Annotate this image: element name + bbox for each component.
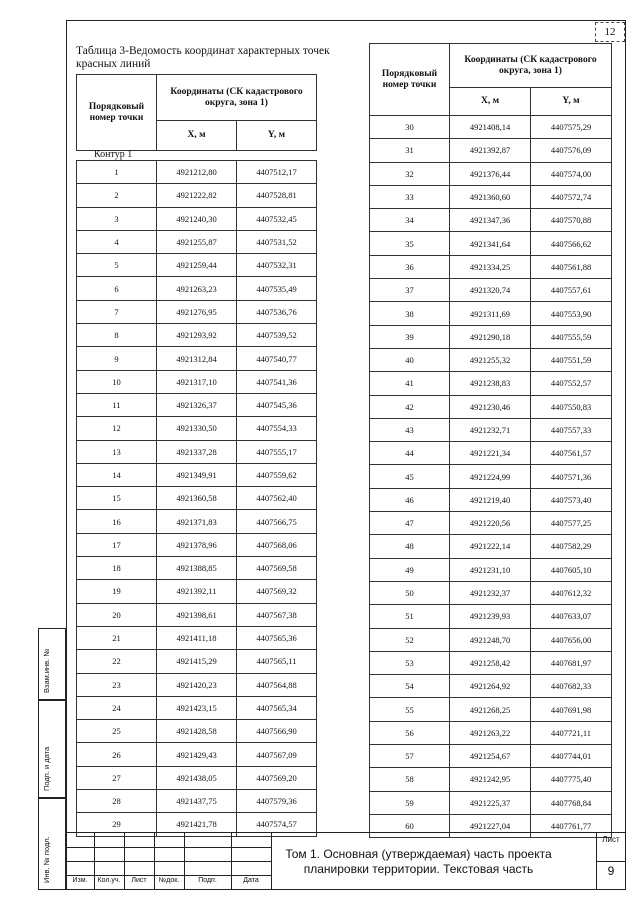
x-coordinate-cell: 4921242,95 (450, 768, 531, 791)
point-number-cell: 26 (77, 743, 157, 766)
point-number-cell: 53 (370, 651, 450, 674)
point-number-cell: 34 (370, 209, 450, 232)
x-coordinate-cell: 4921248,70 (450, 628, 531, 651)
x-coordinate-cell: 4921227,04 (450, 814, 531, 837)
stamp-col-change: Изм. (72, 877, 88, 884)
table-row (370, 768, 612, 791)
y-coordinate-cell: 4407681,97 (531, 651, 612, 674)
header-coordinates: Координаты (СК кадастрового округа, зона 1) (157, 75, 317, 121)
point-number-cell: 27 (77, 766, 157, 789)
side-box-sign-date (38, 700, 66, 798)
coordinates-table-left-body (76, 160, 317, 837)
x-coordinate-cell: 4921423,15 (157, 696, 237, 719)
table-row (77, 557, 317, 580)
side-label-inv-original: Инв. № подл. (42, 836, 51, 883)
point-number-cell: 21 (77, 626, 157, 649)
table-row (77, 207, 317, 230)
header-x: X, м (450, 88, 531, 116)
x-coordinate-cell: 4921219,40 (450, 488, 531, 511)
table-row (77, 487, 317, 510)
table-row (77, 440, 317, 463)
point-number-cell: 10 (77, 370, 157, 393)
x-coordinate-cell: 4921222,14 (450, 535, 531, 558)
point-number-cell: 11 (77, 393, 157, 416)
x-coordinate-cell: 4921349,91 (157, 463, 237, 486)
header-point-number: Порядковый номер точки (77, 75, 157, 151)
point-number-cell: 49 (370, 558, 450, 581)
x-coordinate-cell: 4921290,18 (450, 325, 531, 348)
x-coordinate-cell: 4921341,64 (450, 232, 531, 255)
point-number-cell: 13 (77, 440, 157, 463)
table-row (77, 300, 317, 323)
side-box-inv-original (38, 798, 66, 890)
point-number-cell: 14 (77, 463, 157, 486)
table-row (77, 650, 317, 673)
x-coordinate-cell: 4921263,22 (450, 721, 531, 744)
y-coordinate-cell: 4407539,52 (237, 324, 317, 347)
table-row (370, 791, 612, 814)
stamp-col-doc: №док. (158, 877, 180, 884)
y-coordinate-cell: 4407554,33 (237, 417, 317, 440)
point-number-cell: 46 (370, 488, 450, 511)
table-row (77, 463, 317, 486)
y-coordinate-cell: 4407555,17 (237, 440, 317, 463)
point-number-cell: 57 (370, 745, 450, 768)
sheet-label: Лист (602, 835, 620, 844)
y-coordinate-cell: 4407532,45 (237, 207, 317, 230)
point-number-cell: 55 (370, 698, 450, 721)
table-row (77, 603, 317, 626)
point-number-cell: 36 (370, 255, 450, 278)
y-coordinate-cell: 4407532,31 (237, 254, 317, 277)
point-number-cell: 45 (370, 465, 450, 488)
x-coordinate-cell: 4921326,37 (157, 393, 237, 416)
x-coordinate-cell: 4921263,23 (157, 277, 237, 300)
y-coordinate-cell: 4407575,29 (531, 116, 612, 139)
table-row (77, 580, 317, 603)
x-coordinate-cell: 4921238,83 (450, 372, 531, 395)
y-coordinate-cell: 4407768,84 (531, 791, 612, 814)
y-coordinate-cell: 4407572,74 (531, 185, 612, 208)
point-number-cell: 51 (370, 605, 450, 628)
point-number-cell: 54 (370, 675, 450, 698)
x-coordinate-cell: 4921429,43 (157, 743, 237, 766)
x-coordinate-cell: 4921255,32 (450, 348, 531, 371)
x-coordinate-cell: 4921398,61 (157, 603, 237, 626)
x-coordinate-cell: 4921411,18 (157, 626, 237, 649)
y-coordinate-cell: 4407551,59 (531, 348, 612, 371)
table-row (77, 370, 317, 393)
x-coordinate-cell: 4921317,10 (157, 370, 237, 393)
point-number-cell: 37 (370, 279, 450, 302)
point-number-cell: 41 (370, 372, 450, 395)
point-number-cell: 15 (77, 487, 157, 510)
x-coordinate-cell: 4921255,87 (157, 230, 237, 253)
x-coordinate-cell: 4921240,30 (157, 207, 237, 230)
point-number-cell: 24 (77, 696, 157, 719)
y-coordinate-cell: 4407579,36 (237, 790, 317, 813)
table-row (77, 324, 317, 347)
y-coordinate-cell: 4407569,58 (237, 557, 317, 580)
table-row (77, 673, 317, 696)
point-number-cell: 48 (370, 535, 450, 558)
table-row (370, 348, 612, 371)
y-coordinate-cell: 4407570,88 (531, 209, 612, 232)
y-coordinate-cell: 4407557,33 (531, 418, 612, 441)
x-coordinate-cell: 4921259,44 (157, 254, 237, 277)
table-row (370, 721, 612, 744)
y-coordinate-cell: 4407567,38 (237, 603, 317, 626)
y-coordinate-cell: 4407528,81 (237, 184, 317, 207)
y-coordinate-cell: 4407568,06 (237, 533, 317, 556)
x-coordinate-cell: 4921225,37 (450, 791, 531, 814)
table-row (77, 790, 317, 813)
stamp-col-sign: Подп. (198, 877, 217, 884)
y-coordinate-cell: 4407565,36 (237, 626, 317, 649)
header-y: Y, м (531, 88, 612, 116)
x-coordinate-cell: 4921437,75 (157, 790, 237, 813)
table-row (370, 325, 612, 348)
stamp-col-count: Кол.уч. (97, 877, 121, 884)
table-row (370, 255, 612, 278)
page-number: 12 (595, 22, 625, 42)
y-coordinate-cell: 4407573,40 (531, 488, 612, 511)
y-coordinate-cell: 4407512,17 (237, 161, 317, 184)
point-number-cell: 5 (77, 254, 157, 277)
table-row (77, 743, 317, 766)
x-coordinate-cell: 4921376,44 (450, 162, 531, 185)
stamp-col-sheet: Лист (131, 877, 147, 884)
side-label-replace-inv: Взам.инв. № (42, 648, 51, 693)
x-coordinate-cell: 4921360,60 (450, 185, 531, 208)
x-coordinate-cell: 4921268,25 (450, 698, 531, 721)
point-number-cell: 38 (370, 302, 450, 325)
x-coordinate-cell: 4921347,36 (450, 209, 531, 232)
point-number-cell: 28 (77, 790, 157, 813)
point-number-cell: 33 (370, 185, 450, 208)
point-number-cell: 12 (77, 417, 157, 440)
table-row (370, 698, 612, 721)
table-row (370, 512, 612, 535)
x-coordinate-cell: 4921239,93 (450, 605, 531, 628)
table-row (77, 533, 317, 556)
header-point-number: Порядковый номер точки (370, 44, 450, 116)
y-coordinate-cell: 4407564,88 (237, 673, 317, 696)
table-row (370, 209, 612, 232)
point-number-cell: 4 (77, 230, 157, 253)
table-row (77, 510, 317, 533)
y-coordinate-cell: 4407545,36 (237, 393, 317, 416)
point-number-cell: 9 (77, 347, 157, 370)
point-number-cell: 43 (370, 418, 450, 441)
x-coordinate-cell: 4921388,85 (157, 557, 237, 580)
y-coordinate-cell: 4407744,01 (531, 745, 612, 768)
table-row (370, 558, 612, 581)
x-coordinate-cell: 4921337,28 (157, 440, 237, 463)
point-number-cell: 16 (77, 510, 157, 533)
y-coordinate-cell: 4407561,88 (531, 255, 612, 278)
x-coordinate-cell: 4921438,05 (157, 766, 237, 789)
x-coordinate-cell: 4921230,46 (450, 395, 531, 418)
x-coordinate-cell: 4921212,80 (157, 161, 237, 184)
table-row (370, 185, 612, 208)
point-number-cell: 17 (77, 533, 157, 556)
point-number-cell: 8 (77, 324, 157, 347)
table-row (370, 232, 612, 255)
y-coordinate-cell: 4407552,57 (531, 372, 612, 395)
table-caption: Таблица 3-Ведомость координат характерных точек красных линий (76, 45, 330, 70)
point-number-cell: 25 (77, 720, 157, 743)
x-coordinate-cell: 4921378,96 (157, 533, 237, 556)
x-coordinate-cell: 4921231,10 (450, 558, 531, 581)
y-coordinate-cell: 4407557,61 (531, 279, 612, 302)
x-coordinate-cell: 4921258,42 (450, 651, 531, 674)
contour-label: Контур 1 (94, 149, 133, 160)
sheet-number: 9 (607, 864, 615, 878)
point-number-cell: 18 (77, 557, 157, 580)
coordinates-table-right (369, 43, 612, 838)
x-coordinate-cell: 4921415,29 (157, 650, 237, 673)
y-coordinate-cell: 4407569,32 (237, 580, 317, 603)
document-title: Том 1. Основная (утверждаемая) часть проекта планировки территории. Текстовая часть (285, 847, 552, 876)
table-row (77, 720, 317, 743)
x-coordinate-cell: 4921312,84 (157, 347, 237, 370)
x-coordinate-cell: 4921421,78 (157, 813, 237, 836)
point-number-cell: 19 (77, 580, 157, 603)
x-coordinate-cell: 4921276,95 (157, 300, 237, 323)
x-coordinate-cell: 4921408,14 (450, 116, 531, 139)
table-row (77, 184, 317, 207)
x-coordinate-cell: 4921392,11 (157, 580, 237, 603)
table-row (77, 417, 317, 440)
point-number-cell: 20 (77, 603, 157, 626)
y-coordinate-cell: 4407566,62 (531, 232, 612, 255)
header-y: Y, м (237, 121, 317, 151)
y-coordinate-cell: 4407656,00 (531, 628, 612, 651)
table-row (370, 418, 612, 441)
point-number-cell: 30 (370, 116, 450, 139)
table-row (77, 254, 317, 277)
y-coordinate-cell: 4407574,57 (237, 813, 317, 836)
table-row (370, 628, 612, 651)
y-coordinate-cell: 4407540,77 (237, 347, 317, 370)
y-coordinate-cell: 4407561,57 (531, 442, 612, 465)
side-label-sign-date: Подп. и дата (42, 746, 51, 791)
y-coordinate-cell: 4407541,36 (237, 370, 317, 393)
table-row (77, 347, 317, 370)
table-row (370, 465, 612, 488)
y-coordinate-cell: 4407721,11 (531, 721, 612, 744)
y-coordinate-cell: 4407605,10 (531, 558, 612, 581)
point-number-cell: 35 (370, 232, 450, 255)
point-number-cell: 52 (370, 628, 450, 651)
y-coordinate-cell: 4407559,62 (237, 463, 317, 486)
table-row (370, 488, 612, 511)
point-number-cell: 22 (77, 650, 157, 673)
table-row (77, 766, 317, 789)
table-row (77, 393, 317, 416)
point-number-cell: 47 (370, 512, 450, 535)
title-block (66, 832, 626, 890)
point-number-cell: 50 (370, 581, 450, 604)
y-coordinate-cell: 4407576,09 (531, 139, 612, 162)
table-row (370, 302, 612, 325)
x-coordinate-cell: 4921264,92 (450, 675, 531, 698)
point-number-cell: 32 (370, 162, 450, 185)
x-coordinate-cell: 4921334,25 (450, 255, 531, 278)
x-coordinate-cell: 4921224,99 (450, 465, 531, 488)
point-number-cell: 6 (77, 277, 157, 300)
table-row (370, 139, 612, 162)
table-row (370, 442, 612, 465)
y-coordinate-cell: 4407571,36 (531, 465, 612, 488)
table-row (370, 395, 612, 418)
x-coordinate-cell: 4921293,92 (157, 324, 237, 347)
y-coordinate-cell: 4407574,00 (531, 162, 612, 185)
point-number-cell: 1 (77, 161, 157, 184)
y-coordinate-cell: 4407682,33 (531, 675, 612, 698)
x-coordinate-cell: 4921428,58 (157, 720, 237, 743)
point-number-cell: 2 (77, 184, 157, 207)
point-number-cell: 29 (77, 813, 157, 836)
table-row (370, 372, 612, 395)
point-number-cell: 60 (370, 814, 450, 837)
point-number-cell: 59 (370, 791, 450, 814)
point-number-cell: 39 (370, 325, 450, 348)
table-row (370, 116, 612, 139)
y-coordinate-cell: 4407566,90 (237, 720, 317, 743)
header-x: X, м (157, 121, 237, 151)
table-row (370, 279, 612, 302)
x-coordinate-cell: 4921222,82 (157, 184, 237, 207)
table-row (77, 230, 317, 253)
x-coordinate-cell: 4921330,50 (157, 417, 237, 440)
y-coordinate-cell: 4407565,11 (237, 650, 317, 673)
x-coordinate-cell: 4921232,71 (450, 418, 531, 441)
point-number-cell: 3 (77, 207, 157, 230)
table-row (370, 605, 612, 628)
y-coordinate-cell: 4407569,20 (237, 766, 317, 789)
y-coordinate-cell: 4407577,25 (531, 512, 612, 535)
x-coordinate-cell: 4921420,23 (157, 673, 237, 696)
y-coordinate-cell: 4407565,34 (237, 696, 317, 719)
table-row (370, 162, 612, 185)
x-coordinate-cell: 4921392,87 (450, 139, 531, 162)
table-row (370, 651, 612, 674)
table-row (370, 581, 612, 604)
table-row (370, 745, 612, 768)
point-number-cell: 42 (370, 395, 450, 418)
x-coordinate-cell: 4921232,37 (450, 581, 531, 604)
table-row (370, 535, 612, 558)
y-coordinate-cell: 4407761,77 (531, 814, 612, 837)
point-number-cell: 56 (370, 721, 450, 744)
y-coordinate-cell: 4407566,75 (237, 510, 317, 533)
x-coordinate-cell: 4921221,34 (450, 442, 531, 465)
point-number-cell: 44 (370, 442, 450, 465)
y-coordinate-cell: 4407582,29 (531, 535, 612, 558)
table-row (77, 161, 317, 184)
y-coordinate-cell: 4407555,59 (531, 325, 612, 348)
table-row (77, 626, 317, 649)
point-number-cell: 7 (77, 300, 157, 323)
y-coordinate-cell: 4407550,83 (531, 395, 612, 418)
x-coordinate-cell: 4921371,83 (157, 510, 237, 533)
side-box-replace-inv (38, 628, 66, 700)
point-number-cell: 58 (370, 768, 450, 791)
point-number-cell: 23 (77, 673, 157, 696)
y-coordinate-cell: 4407691,98 (531, 698, 612, 721)
y-coordinate-cell: 4407562,40 (237, 487, 317, 510)
table-row (77, 277, 317, 300)
y-coordinate-cell: 4407567,09 (237, 743, 317, 766)
x-coordinate-cell: 4921320,74 (450, 279, 531, 302)
y-coordinate-cell: 4407536,76 (237, 300, 317, 323)
x-coordinate-cell: 4921360,58 (157, 487, 237, 510)
y-coordinate-cell: 4407553,90 (531, 302, 612, 325)
table-row (370, 675, 612, 698)
coordinates-table-left (76, 74, 317, 151)
table-row (77, 696, 317, 719)
x-coordinate-cell: 4921220,56 (450, 512, 531, 535)
y-coordinate-cell: 4407612,32 (531, 581, 612, 604)
point-number-cell: 31 (370, 139, 450, 162)
x-coordinate-cell: 4921311,69 (450, 302, 531, 325)
point-number-cell: 40 (370, 348, 450, 371)
header-coordinates: Координаты (СК кадастрового округа, зона 1) (450, 44, 612, 88)
x-coordinate-cell: 4921254,67 (450, 745, 531, 768)
y-coordinate-cell: 4407535,49 (237, 277, 317, 300)
y-coordinate-cell: 4407531,52 (237, 230, 317, 253)
y-coordinate-cell: 4407775,40 (531, 768, 612, 791)
y-coordinate-cell: 4407633,07 (531, 605, 612, 628)
stamp-col-date: Дата (243, 877, 259, 884)
